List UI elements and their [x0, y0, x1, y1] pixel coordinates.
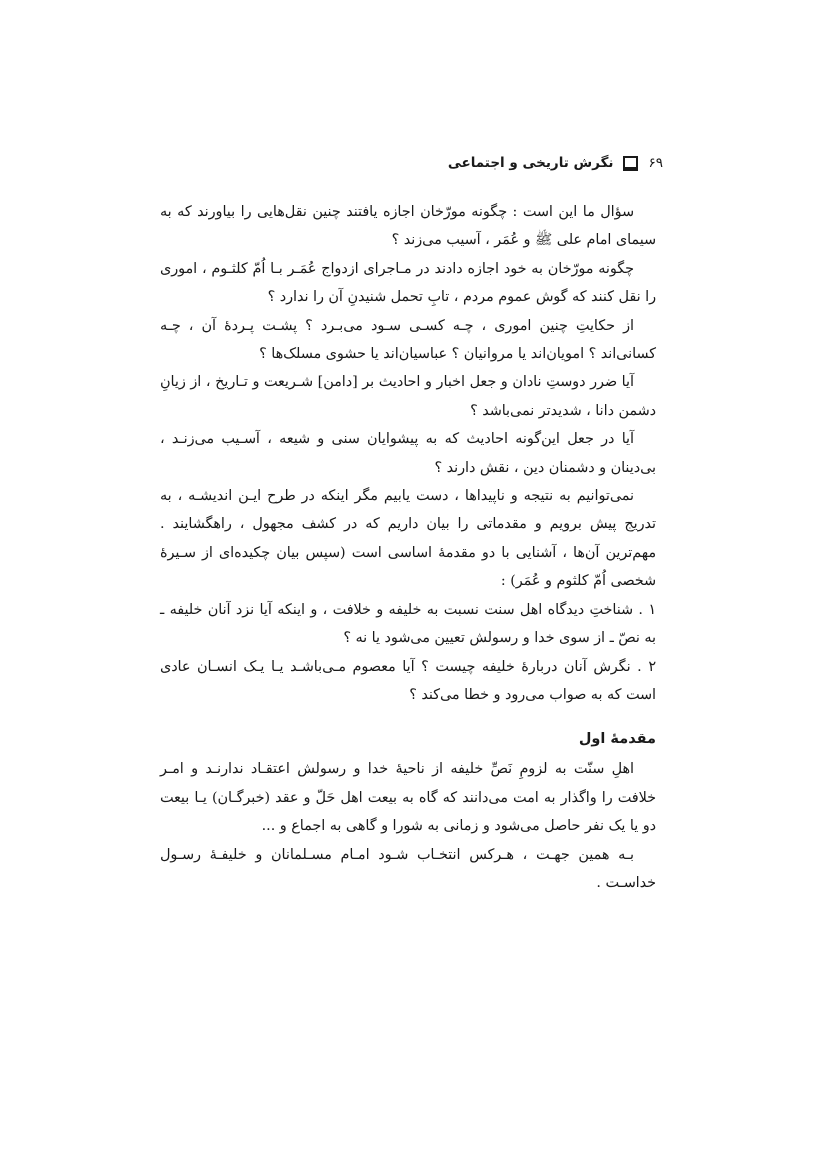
paragraph: نمی‌توانیم به نتیجه و ناپیداها ، دست یابیم مگر اینکه در طرح ایـن اندیشـه ، به تدریج پیش برویم و مقدماتی را بیان داریم که در کشف مجهول ، راهگشایند . مهم‌ترین آن‌ها ، آشنایی با دو مقدمهٔ اساسی است (سپس بیان چکیده‌ای از سـیرهٔ شخصی اُمّ کلثوم و عُمَر) : [160, 488, 656, 590]
section-paragraph: اهلِ سنّت به لزومِ نَصِّ خلیفه از ناحیهٔ خدا و رسولش اعتقـاد ندارنـد و امـر خلافت را واگذار به امت می‌دانند که گاه به بیعت اهل حَلّ و عقد (خبرگـان) یـا بیعت دو یا یک نفر حاصل می‌شود و زمانی به شورا و گاهی به اجماع و ... [160, 761, 656, 835]
section-paragraph: بـه همین جهـت ، هـرکس انتخـاب شـود امـام مسـلمانان و خلیفـهٔ رسـول خداسـت . [160, 846, 656, 891]
paragraph: آیا در جعل این‌گونه احادیث که به پیشوایان سنی و شیعه ، آسـیب می‌زنـد ، بی‌دینان و دشمنان دین ، نقش دارند ؟ [160, 431, 656, 476]
body-text [160, 198, 656, 897]
section-heading: مقدمهٔ اول [578, 731, 656, 748]
paragraph: آیا ضرر دوستِ نادان و جعل اخبار و احادیث بر [دامن] شـریعت و تـاریخ ، از زیانِ دشمن دانا ، شدیدتر نمی‌باشد ؟ [160, 374, 656, 419]
numbered-item: ۱ . شناختِ دیدگاه اهل سنت نسبت به خلیفه و خلافت ، و اینکه آیا نزد آنان خلیفه ـ به نصّ ـ از سوی خدا و رسولش تعیین می‌شود یا نه ؟ [160, 601, 656, 647]
running-head-title: نگرش تاریخی و اجتماعی [447, 155, 614, 171]
paragraph: سؤال ما این است : چگونه مورّخان اجازه یافتند چنین نقل‌هایی را بیاورند که به سیمای امام علی ﷺ و عُمَر ، آسیب می‌زند ؟ [160, 204, 656, 249]
paragraph: از حکایتِ چنین اموری ، چـه کسـی سـود می‌بـرد ؟ پشـت پـردهٔ آن ، چـه کسانی‌اند ؟ امویان‌اند یا مروانیان ؟ عباسیان‌اند یا حشوی مسلک‌ها ؟ [160, 317, 656, 363]
square-icon [623, 156, 638, 171]
page-number: ۶۹ [648, 155, 663, 171]
numbered-item: ۲ . نگرش آنان دربارهٔ خلیفه چیست ؟ آیا معصوم مـی‌باشـد یـا یـک انسـان عادی است که به صواب می‌رود و خطا می‌کند ؟ [160, 658, 656, 703]
running-head [448, 152, 663, 174]
paragraph: چگونه مورّخان به خود اجازه دادند در مـاجرای ازدواج عُمَـر بـا اُمّ کلثـوم ، اموری را نقل کنند که گوش عموم مردم ، تابِ تحمل شنیدنِ آن را ندارد ؟ [160, 260, 656, 306]
